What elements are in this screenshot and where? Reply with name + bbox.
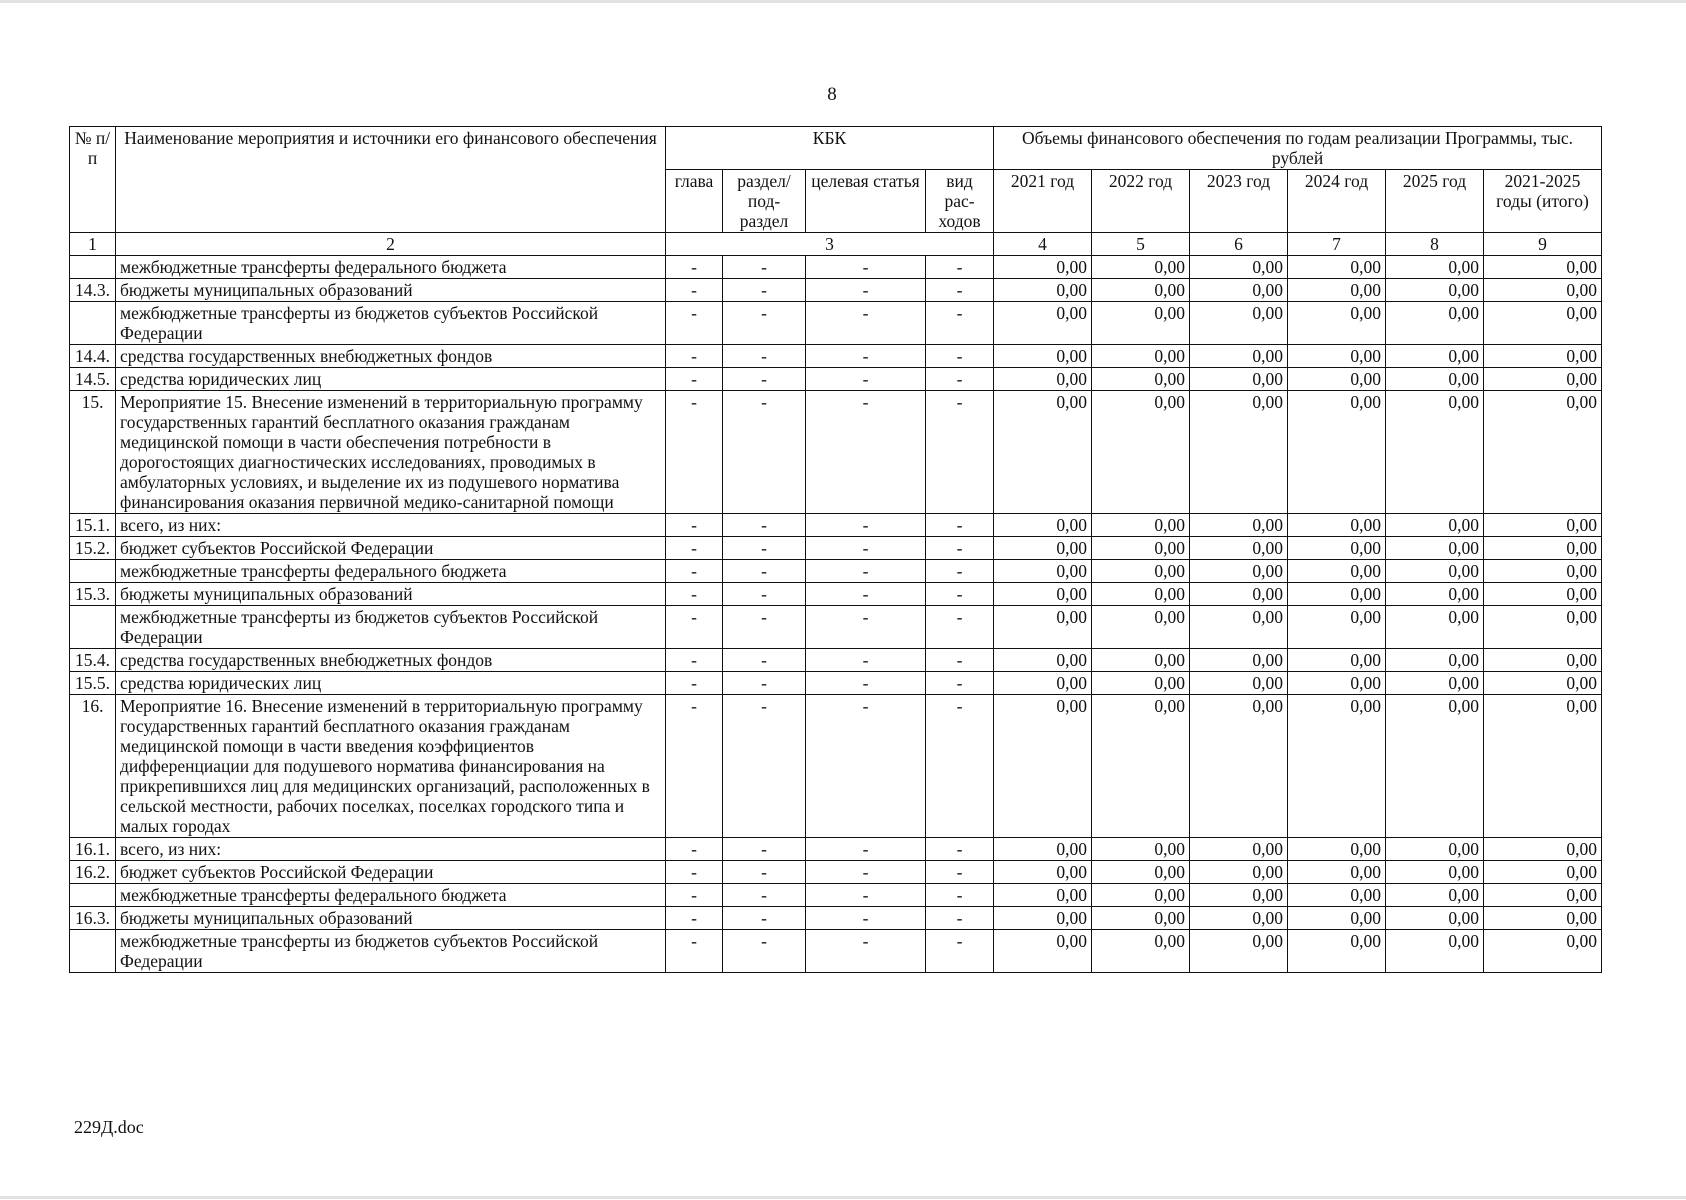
row-name: всего, из них: [116, 838, 666, 861]
kbk-razdel-cell: - [723, 279, 806, 302]
value-2024-cell: 0,00 [1288, 649, 1386, 672]
scan-edge-top [0, 0, 1686, 3]
value-2021-cell: 0,00 [994, 368, 1092, 391]
value-total-cell: 0,00 [1484, 514, 1602, 537]
value-2023-cell: 0,00 [1190, 514, 1288, 537]
value-2022-cell: 0,00 [1092, 672, 1190, 695]
kbk-statya-cell: - [806, 302, 926, 345]
kbk-vid-cell: - [926, 368, 994, 391]
kbk-statya-cell: - [806, 695, 926, 838]
kbk-razdel-cell: - [723, 930, 806, 973]
kbk-glava-cell: - [666, 930, 723, 973]
kbk-glava-cell: - [666, 606, 723, 649]
kbk-vid-cell: - [926, 930, 994, 973]
row-name: Мероприятие 15. Внесение изменений в территориальную программу государственных гарантий бесплатного оказания гражданам медицинской помощи в части обеспечения потребности в дорогостоящих диагностических исследованиях, проводимых в амбулаторных условиях, и выделение их из подушевого норматива финансирования оказания первичной медико-санитарной помощи [116, 391, 666, 514]
col-number-2: 2 [116, 233, 666, 256]
kbk-razdel-cell: - [723, 514, 806, 537]
value-2023-cell: 0,00 [1190, 368, 1288, 391]
value-2023-cell: 0,00 [1190, 907, 1288, 930]
value-2022-cell: 0,00 [1092, 560, 1190, 583]
row-number: 15.2. [70, 537, 116, 560]
kbk-statya-cell: - [806, 907, 926, 930]
row-name: средства юридических лиц [116, 672, 666, 695]
header-volumes: Объемы финансового обеспечения по годам реализации Программы, тыс. рублей [994, 127, 1602, 170]
value-2023-cell: 0,00 [1190, 861, 1288, 884]
row-number [70, 884, 116, 907]
value-2024-cell: 0,00 [1288, 302, 1386, 345]
value-total-cell: 0,00 [1484, 930, 1602, 973]
row-number: 15.4. [70, 649, 116, 672]
kbk-vid-cell: - [926, 861, 994, 884]
value-2021-cell: 0,00 [994, 345, 1092, 368]
table-row [70, 583, 1602, 606]
row-name: бюджет субъектов Российской Федерации [116, 537, 666, 560]
value-2024-cell: 0,00 [1288, 930, 1386, 973]
row-name: межбюджетные трансферты из бюджетов субъектов Российской Федерации [116, 302, 666, 345]
kbk-glava-cell: - [666, 302, 723, 345]
row-number: 15.3. [70, 583, 116, 606]
table-row [70, 695, 1602, 838]
kbk-glava-cell: - [666, 672, 723, 695]
value-2022-cell: 0,00 [1092, 256, 1190, 279]
value-total-cell: 0,00 [1484, 907, 1602, 930]
kbk-statya-cell: - [806, 560, 926, 583]
value-2022-cell: 0,00 [1092, 930, 1190, 973]
value-2025-cell: 0,00 [1386, 302, 1484, 345]
table-row [70, 256, 1602, 279]
kbk-razdel-cell: - [723, 838, 806, 861]
header-kbk-razdel: раздел/ под- раздел [723, 170, 806, 233]
value-total-cell: 0,00 [1484, 695, 1602, 838]
kbk-razdel-cell: - [723, 695, 806, 838]
value-2022-cell: 0,00 [1092, 695, 1190, 838]
kbk-glava-cell: - [666, 695, 723, 838]
row-name: бюджеты муниципальных образований [116, 907, 666, 930]
kbk-glava-cell: - [666, 279, 723, 302]
row-number: 16.1. [70, 838, 116, 861]
value-2023-cell: 0,00 [1190, 695, 1288, 838]
kbk-glava-cell: - [666, 345, 723, 368]
value-2022-cell: 0,00 [1092, 537, 1190, 560]
value-2023-cell: 0,00 [1190, 391, 1288, 514]
row-number: 16.2. [70, 861, 116, 884]
value-2025-cell: 0,00 [1386, 368, 1484, 391]
header-kbk-glava: глава [666, 170, 723, 233]
value-2022-cell: 0,00 [1092, 302, 1190, 345]
value-2025-cell: 0,00 [1386, 514, 1484, 537]
col-number-4: 4 [994, 233, 1092, 256]
row-number [70, 560, 116, 583]
kbk-vid-cell: - [926, 514, 994, 537]
value-total-cell: 0,00 [1484, 672, 1602, 695]
value-2022-cell: 0,00 [1092, 649, 1190, 672]
kbk-razdel-cell: - [723, 672, 806, 695]
row-number [70, 930, 116, 973]
value-2025-cell: 0,00 [1386, 606, 1484, 649]
value-2021-cell: 0,00 [994, 672, 1092, 695]
value-2025-cell: 0,00 [1386, 537, 1484, 560]
kbk-razdel-cell: - [723, 649, 806, 672]
table-row [70, 907, 1602, 930]
table-row [70, 537, 1602, 560]
kbk-razdel-cell: - [723, 256, 806, 279]
value-2021-cell: 0,00 [994, 838, 1092, 861]
kbk-statya-cell: - [806, 345, 926, 368]
footer-filename: 229Д.doc [74, 1117, 144, 1137]
kbk-statya-cell: - [806, 537, 926, 560]
row-name: бюджет субъектов Российской Федерации [116, 861, 666, 884]
kbk-vid-cell: - [926, 391, 994, 514]
value-2024-cell: 0,00 [1288, 907, 1386, 930]
value-2025-cell: 0,00 [1386, 279, 1484, 302]
kbk-vid-cell: - [926, 279, 994, 302]
row-number [70, 256, 116, 279]
table-row [70, 368, 1602, 391]
value-2025-cell: 0,00 [1386, 695, 1484, 838]
value-2021-cell: 0,00 [994, 560, 1092, 583]
value-2024-cell: 0,00 [1288, 606, 1386, 649]
value-2021-cell: 0,00 [994, 256, 1092, 279]
kbk-vid-cell: - [926, 537, 994, 560]
row-number [70, 606, 116, 649]
value-2022-cell: 0,00 [1092, 345, 1190, 368]
row-name: средства государственных внебюджетных фондов [116, 345, 666, 368]
kbk-razdel-cell: - [723, 345, 806, 368]
value-2022-cell: 0,00 [1092, 884, 1190, 907]
kbk-statya-cell: - [806, 672, 926, 695]
header-year-2024: 2024 год [1288, 170, 1386, 233]
col-number-3: 3 [666, 233, 994, 256]
value-2021-cell: 0,00 [994, 279, 1092, 302]
kbk-razdel-cell: - [723, 907, 806, 930]
value-total-cell: 0,00 [1484, 537, 1602, 560]
value-2024-cell: 0,00 [1288, 537, 1386, 560]
value-2021-cell: 0,00 [994, 302, 1092, 345]
value-2024-cell: 0,00 [1288, 884, 1386, 907]
value-2025-cell: 0,00 [1386, 861, 1484, 884]
value-2022-cell: 0,00 [1092, 606, 1190, 649]
value-2023-cell: 0,00 [1190, 649, 1288, 672]
row-number: 16.3. [70, 907, 116, 930]
value-2021-cell: 0,00 [994, 695, 1092, 838]
value-2024-cell: 0,00 [1288, 861, 1386, 884]
kbk-statya-cell: - [806, 256, 926, 279]
kbk-vid-cell: - [926, 302, 994, 345]
value-2023-cell: 0,00 [1190, 256, 1288, 279]
row-number: 15.5. [70, 672, 116, 695]
table-row [70, 514, 1602, 537]
row-name: межбюджетные трансферты федерального бюджета [116, 884, 666, 907]
value-2025-cell: 0,00 [1386, 838, 1484, 861]
value-total-cell: 0,00 [1484, 838, 1602, 861]
value-2025-cell: 0,00 [1386, 583, 1484, 606]
header-name: Наименование мероприятия и источники его финансового обеспечения [116, 127, 666, 233]
kbk-razdel-cell: - [723, 537, 806, 560]
kbk-statya-cell: - [806, 368, 926, 391]
kbk-glava-cell: - [666, 256, 723, 279]
kbk-vid-cell: - [926, 560, 994, 583]
value-2024-cell: 0,00 [1288, 695, 1386, 838]
value-total-cell: 0,00 [1484, 279, 1602, 302]
kbk-statya-cell: - [806, 391, 926, 514]
kbk-vid-cell: - [926, 606, 994, 649]
kbk-glava-cell: - [666, 649, 723, 672]
kbk-glava-cell: - [666, 537, 723, 560]
row-name: межбюджетные трансферты федерального бюджета [116, 560, 666, 583]
row-number: 16. [70, 695, 116, 838]
header-year-2023: 2023 год [1190, 170, 1288, 233]
value-total-cell: 0,00 [1484, 583, 1602, 606]
kbk-glava-cell: - [666, 907, 723, 930]
kbk-statya-cell: - [806, 649, 926, 672]
value-total-cell: 0,00 [1484, 606, 1602, 649]
value-2024-cell: 0,00 [1288, 672, 1386, 695]
kbk-vid-cell: - [926, 884, 994, 907]
row-name: межбюджетные трансферты федерального бюджета [116, 256, 666, 279]
col-number-6: 6 [1190, 233, 1288, 256]
scan-edge-bottom [0, 1196, 1686, 1199]
value-total-cell: 0,00 [1484, 391, 1602, 514]
table-row [70, 861, 1602, 884]
value-2023-cell: 0,00 [1190, 930, 1288, 973]
kbk-razdel-cell: - [723, 884, 806, 907]
value-2022-cell: 0,00 [1092, 279, 1190, 302]
value-2022-cell: 0,00 [1092, 583, 1190, 606]
value-2022-cell: 0,00 [1092, 861, 1190, 884]
value-2025-cell: 0,00 [1386, 649, 1484, 672]
value-2025-cell: 0,00 [1386, 345, 1484, 368]
row-name: средства юридических лиц [116, 368, 666, 391]
row-number: 15. [70, 391, 116, 514]
table-row [70, 302, 1602, 345]
row-name: бюджеты муниципальных образований [116, 279, 666, 302]
header-kbk-statya: целевая статья [806, 170, 926, 233]
table-row [70, 672, 1602, 695]
value-2023-cell: 0,00 [1190, 345, 1288, 368]
kbk-statya-cell: - [806, 930, 926, 973]
value-total-cell: 0,00 [1484, 345, 1602, 368]
kbk-glava-cell: - [666, 514, 723, 537]
value-2023-cell: 0,00 [1190, 537, 1288, 560]
row-number: 15.1. [70, 514, 116, 537]
value-2024-cell: 0,00 [1288, 560, 1386, 583]
value-2023-cell: 0,00 [1190, 672, 1288, 695]
kbk-statya-cell: - [806, 838, 926, 861]
page-number: 8 [827, 84, 837, 105]
value-2023-cell: 0,00 [1190, 560, 1288, 583]
kbk-glava-cell: - [666, 368, 723, 391]
value-total-cell: 0,00 [1484, 884, 1602, 907]
header-year-2021: 2021 год [994, 170, 1092, 233]
table-row [70, 560, 1602, 583]
kbk-vid-cell: - [926, 907, 994, 930]
value-2023-cell: 0,00 [1190, 302, 1288, 345]
kbk-vid-cell: - [926, 672, 994, 695]
kbk-glava-cell: - [666, 583, 723, 606]
value-2022-cell: 0,00 [1092, 391, 1190, 514]
table-row [70, 606, 1602, 649]
value-2022-cell: 0,00 [1092, 514, 1190, 537]
row-number [70, 302, 116, 345]
header-year-total: 2021-2025 годы (итого) [1484, 170, 1602, 233]
kbk-glava-cell: - [666, 838, 723, 861]
value-2021-cell: 0,00 [994, 391, 1092, 514]
value-2023-cell: 0,00 [1190, 884, 1288, 907]
kbk-glava-cell: - [666, 560, 723, 583]
header-year-2022: 2022 год [1092, 170, 1190, 233]
kbk-razdel-cell: - [723, 606, 806, 649]
value-2021-cell: 0,00 [994, 930, 1092, 973]
value-2023-cell: 0,00 [1190, 583, 1288, 606]
table-row [70, 930, 1602, 973]
value-2022-cell: 0,00 [1092, 907, 1190, 930]
kbk-glava-cell: - [666, 884, 723, 907]
value-2025-cell: 0,00 [1386, 672, 1484, 695]
financing-table [69, 126, 1602, 973]
kbk-razdel-cell: - [723, 560, 806, 583]
value-total-cell: 0,00 [1484, 368, 1602, 391]
header-year-2025: 2025 год [1386, 170, 1484, 233]
kbk-vid-cell: - [926, 345, 994, 368]
table-body [70, 256, 1602, 973]
value-2021-cell: 0,00 [994, 884, 1092, 907]
col-number-9: 9 [1484, 233, 1602, 256]
kbk-razdel-cell: - [723, 368, 806, 391]
header-no: № п/п [70, 127, 116, 233]
kbk-vid-cell: - [926, 838, 994, 861]
value-2021-cell: 0,00 [994, 583, 1092, 606]
row-name: межбюджетные трансферты из бюджетов субъектов Российской Федерации [116, 606, 666, 649]
col-number-1: 1 [70, 233, 116, 256]
value-2024-cell: 0,00 [1288, 391, 1386, 514]
row-name: средства государственных внебюджетных фондов [116, 649, 666, 672]
value-2025-cell: 0,00 [1386, 560, 1484, 583]
kbk-razdel-cell: - [723, 302, 806, 345]
col-number-7: 7 [1288, 233, 1386, 256]
kbk-glava-cell: - [666, 861, 723, 884]
value-total-cell: 0,00 [1484, 560, 1602, 583]
kbk-statya-cell: - [806, 861, 926, 884]
kbk-vid-cell: - [926, 649, 994, 672]
table-row [70, 279, 1602, 302]
row-name: Мероприятие 16. Внесение изменений в территориальную программу государственных гарантий бесплатного оказания гражданам медицинской помощи в части введения коэффициентов дифференциации для подушевого норматива финансирования на прикрепившихся лиц для медицинских организаций, расположенных в сельской местности, рабочих поселках, поселках городского типа и малых городах [116, 695, 666, 838]
value-2023-cell: 0,00 [1190, 606, 1288, 649]
table-row [70, 884, 1602, 907]
table-row [70, 345, 1602, 368]
value-2024-cell: 0,00 [1288, 256, 1386, 279]
row-number: 14.4. [70, 345, 116, 368]
header-kbk-vid: вид рас- ходов [926, 170, 994, 233]
value-2025-cell: 0,00 [1386, 907, 1484, 930]
value-2021-cell: 0,00 [994, 907, 1092, 930]
kbk-razdel-cell: - [723, 861, 806, 884]
kbk-razdel-cell: - [723, 391, 806, 514]
value-2021-cell: 0,00 [994, 861, 1092, 884]
kbk-statya-cell: - [806, 583, 926, 606]
value-total-cell: 0,00 [1484, 861, 1602, 884]
kbk-vid-cell: - [926, 695, 994, 838]
kbk-razdel-cell: - [723, 583, 806, 606]
row-name: межбюджетные трансферты из бюджетов субъектов Российской Федерации [116, 930, 666, 973]
col-number-5: 5 [1092, 233, 1190, 256]
value-2021-cell: 0,00 [994, 514, 1092, 537]
value-2022-cell: 0,00 [1092, 838, 1190, 861]
value-2021-cell: 0,00 [994, 606, 1092, 649]
kbk-statya-cell: - [806, 279, 926, 302]
row-name: всего, из них: [116, 514, 666, 537]
kbk-glava-cell: - [666, 391, 723, 514]
row-number: 14.3. [70, 279, 116, 302]
row-name: бюджеты муниципальных образований [116, 583, 666, 606]
value-2023-cell: 0,00 [1190, 838, 1288, 861]
table-row [70, 838, 1602, 861]
value-total-cell: 0,00 [1484, 649, 1602, 672]
kbk-statya-cell: - [806, 884, 926, 907]
value-2024-cell: 0,00 [1288, 345, 1386, 368]
value-2023-cell: 0,00 [1190, 279, 1288, 302]
value-2025-cell: 0,00 [1386, 256, 1484, 279]
value-2025-cell: 0,00 [1386, 391, 1484, 514]
kbk-vid-cell: - [926, 256, 994, 279]
header-kbk: КБК [666, 127, 994, 170]
kbk-statya-cell: - [806, 606, 926, 649]
kbk-vid-cell: - [926, 583, 994, 606]
col-number-8: 8 [1386, 233, 1484, 256]
value-2021-cell: 0,00 [994, 649, 1092, 672]
table-row [70, 649, 1602, 672]
value-2022-cell: 0,00 [1092, 368, 1190, 391]
value-2024-cell: 0,00 [1288, 514, 1386, 537]
row-number: 14.5. [70, 368, 116, 391]
value-2025-cell: 0,00 [1386, 930, 1484, 973]
value-total-cell: 0,00 [1484, 256, 1602, 279]
value-2024-cell: 0,00 [1288, 368, 1386, 391]
value-2024-cell: 0,00 [1288, 583, 1386, 606]
kbk-statya-cell: - [806, 514, 926, 537]
value-2024-cell: 0,00 [1288, 838, 1386, 861]
table-row [70, 391, 1602, 514]
value-2025-cell: 0,00 [1386, 884, 1484, 907]
value-2024-cell: 0,00 [1288, 279, 1386, 302]
value-total-cell: 0,00 [1484, 302, 1602, 345]
value-2021-cell: 0,00 [994, 537, 1092, 560]
